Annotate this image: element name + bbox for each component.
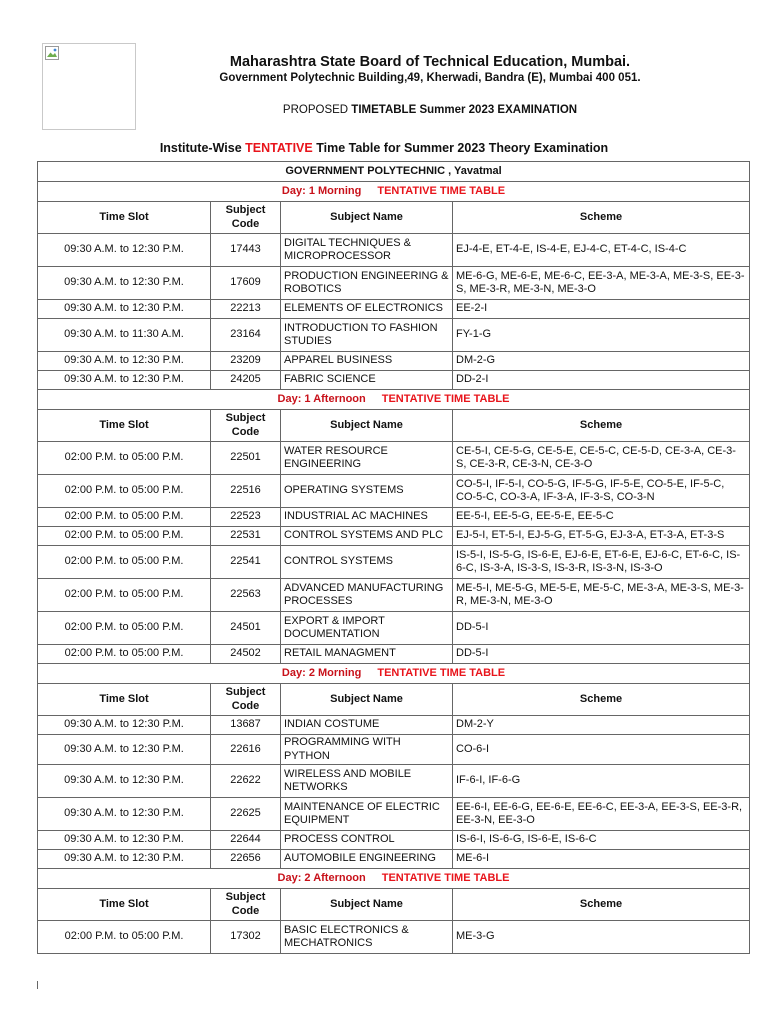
- table-row: [38, 234, 750, 267]
- subject-name-cell: APPAREL BUSINESS: [281, 352, 453, 371]
- subject-code-cell: 22656: [211, 850, 281, 869]
- table-row: [38, 716, 750, 735]
- table-row: [38, 267, 750, 300]
- subject-name-cell: OPERATING SYSTEMS: [281, 475, 453, 508]
- tentative-tag: TENTATIVE TIME TABLE: [381, 392, 510, 405]
- subject-name-cell: ADVANCED MANUFACTURING PROCESSES: [281, 579, 453, 612]
- column-header-row: [38, 889, 750, 921]
- tentative-tag: TENTATIVE TIME TABLE: [377, 666, 506, 679]
- scheme-cell: EE-6-I, EE-6-G, EE-6-E, EE-6-C, EE-3-A, EE-3-S, EE-3-R, EE-3-N, EE-3-O: [453, 798, 750, 831]
- day-banner-row: [38, 390, 750, 410]
- col-header-time: Time Slot: [38, 410, 211, 442]
- subject-name-cell: PROGRAMMING WITH PYTHON: [281, 735, 453, 765]
- scheme-cell: CO-6-I: [453, 735, 750, 765]
- table-row: [38, 645, 750, 664]
- subject-name-cell: INDUSTRIAL AC MACHINES: [281, 508, 453, 527]
- scheme-cell: EJ-5-I, ET-5-I, EJ-5-G, ET-5-G, EJ-3-A, ET-3-A, ET-3-S: [453, 527, 750, 546]
- timetable-body: [38, 162, 750, 954]
- table-row: [38, 798, 750, 831]
- time-slot-cell: 02:00 P.M. to 05:00 P.M.: [38, 645, 211, 664]
- subject-name-cell: DIGITAL TECHNIQUES & MICROPROCESSOR: [281, 234, 453, 267]
- subject-name-cell: AUTOMOBILE ENGINEERING: [281, 850, 453, 869]
- col-header-code-line1: Subject: [225, 412, 266, 424]
- col-header-time: Time Slot: [38, 684, 211, 716]
- table-row: [38, 527, 750, 546]
- subject-code-cell: 22213: [211, 300, 281, 319]
- col-header-code-line2: Code: [231, 217, 260, 230]
- institute-row: [38, 162, 750, 182]
- proposed-label: PROPOSED: [282, 104, 349, 116]
- subject-name-cell: RETAIL MANAGMENT: [281, 645, 453, 664]
- table-continuation-rule: [37, 981, 38, 989]
- broken-image-icon: [44, 45, 60, 61]
- time-slot-cell: 09:30 A.M. to 12:30 P.M.: [38, 234, 211, 267]
- time-slot-cell: 09:30 A.M. to 12:30 P.M.: [38, 850, 211, 869]
- timetable: [37, 161, 750, 954]
- subject-code-cell: 23164: [211, 319, 281, 352]
- table-row: [38, 579, 750, 612]
- subject-code-cell: 17443: [211, 234, 281, 267]
- time-slot-cell: 09:30 A.M. to 12:30 P.M.: [38, 371, 211, 390]
- day-banner-row: [38, 664, 750, 684]
- subject-code-cell: 17609: [211, 267, 281, 300]
- table-row: [38, 371, 750, 390]
- scheme-cell: DD-5-I: [453, 612, 750, 645]
- table-row: [38, 300, 750, 319]
- subject-name-cell: FABRIC SCIENCE: [281, 371, 453, 390]
- subject-name-cell: BASIC ELECTRONICS & MECHATRONICS: [281, 921, 453, 954]
- time-slot-cell: 09:30 A.M. to 12:30 P.M.: [38, 765, 211, 798]
- time-slot-cell: 09:30 A.M. to 12:30 P.M.: [38, 831, 211, 850]
- table-row: [38, 921, 750, 954]
- table-row: [38, 475, 750, 508]
- day-banner-row: [38, 182, 750, 202]
- scheme-cell: IF-6-I, IF-6-G: [453, 765, 750, 798]
- time-slot-cell: 02:00 P.M. to 05:00 P.M.: [38, 475, 211, 508]
- proposed-timetable-heading: [140, 104, 720, 116]
- scheme-cell: FY-1-G: [453, 319, 750, 352]
- scheme-cell: DM-2-G: [453, 352, 750, 371]
- tentative-tag: TENTATIVE TIME TABLE: [377, 184, 506, 197]
- time-slot-cell: 02:00 P.M. to 05:00 P.M.: [38, 579, 211, 612]
- time-slot-cell: 02:00 P.M. to 05:00 P.M.: [38, 546, 211, 579]
- scheme-cell: IS-5-I, IS-5-G, IS-6-E, EJ-6-E, ET-6-E, EJ-6-C, ET-6-C, IS-6-C, IS-3-A, IS-3-S, IS-3-R, IS-3-N, IS-3-O: [453, 546, 750, 579]
- institute-name: GOVERNMENT POLYTECHNIC , Yavatmal: [38, 162, 750, 182]
- subtitle-post: Time Table for Summer 2023 Theory Examination: [312, 141, 609, 155]
- col-header-code: [211, 202, 281, 234]
- col-header-code-line1: Subject: [225, 686, 266, 698]
- table-row: [38, 765, 750, 798]
- day-banner: [38, 390, 750, 410]
- day-label: Day: 1 Afternoon: [277, 392, 366, 405]
- table-row: [38, 319, 750, 352]
- day-banner: [38, 869, 750, 889]
- col-header-subject-name: Subject Name: [281, 410, 453, 442]
- subject-name-cell: PRODUCTION ENGINEERING & ROBOTICS: [281, 267, 453, 300]
- time-slot-cell: 02:00 P.M. to 05:00 P.M.: [38, 612, 211, 645]
- subject-code-cell: 22531: [211, 527, 281, 546]
- subject-code-cell: 22616: [211, 735, 281, 765]
- subject-name-cell: CONTROL SYSTEMS: [281, 546, 453, 579]
- scheme-cell: EE-2-I: [453, 300, 750, 319]
- scheme-cell: CO-5-I, IF-5-I, CO-5-G, IF-5-G, IF-5-E, CO-5-E, IF-5-C, CO-5-C, CO-3-A, IF-3-A, IF-3-S, CO-3-N: [453, 475, 750, 508]
- subject-code-cell: 24502: [211, 645, 281, 664]
- scheme-cell: IS-6-I, IS-6-G, IS-6-E, IS-6-C: [453, 831, 750, 850]
- day-label: Day: 2 Morning: [281, 666, 362, 679]
- subject-name-cell: CONTROL SYSTEMS AND PLC: [281, 527, 453, 546]
- subject-name-cell: PROCESS CONTROL: [281, 831, 453, 850]
- col-header-code-line2: Code: [231, 699, 260, 712]
- col-header-scheme: Scheme: [453, 202, 750, 234]
- time-slot-cell: 09:30 A.M. to 11:30 A.M.: [38, 319, 211, 352]
- col-header-code: [211, 889, 281, 921]
- time-slot-cell: 02:00 P.M. to 05:00 P.M.: [38, 921, 211, 954]
- col-header-code: [211, 684, 281, 716]
- time-slot-cell: 09:30 A.M. to 12:30 P.M.: [38, 716, 211, 735]
- timetable-subtitle: [40, 141, 728, 155]
- board-title: Maharashtra State Board of Technical Education, Mumbai.: [229, 54, 631, 70]
- subject-code-cell: 22622: [211, 765, 281, 798]
- time-slot-cell: 02:00 P.M. to 05:00 P.M.: [38, 508, 211, 527]
- col-header-subject-name: Subject Name: [281, 202, 453, 234]
- scheme-cell: DD-2-I: [453, 371, 750, 390]
- scheme-cell: EE-5-I, EE-5-G, EE-5-E, EE-5-C: [453, 508, 750, 527]
- scheme-cell: CE-5-I, CE-5-G, CE-5-E, CE-5-C, CE-5-D, CE-3-A, CE-3-S, CE-3-R, CE-3-N, CE-3-O: [453, 442, 750, 475]
- subject-code-cell: 22644: [211, 831, 281, 850]
- col-header-code-line1: Subject: [225, 891, 266, 903]
- scheme-cell: ME-6-G, ME-6-E, ME-6-C, EE-3-A, ME-3-A, ME-3-S, EE-3-S, ME-3-R, ME-3-N, ME-3-O: [453, 267, 750, 300]
- subject-code-cell: 22516: [211, 475, 281, 508]
- board-address: Government Polytechnic Building,49, Kherwadi, Bandra (E), Mumbai 400 051.: [219, 72, 641, 84]
- subject-code-cell: 23209: [211, 352, 281, 371]
- col-header-code-line2: Code: [231, 904, 260, 917]
- scheme-cell: ME-6-I: [453, 850, 750, 869]
- column-header-row: [38, 410, 750, 442]
- day-banner-row: [38, 869, 750, 889]
- scheme-cell: ME-5-I, ME-5-G, ME-5-E, ME-5-C, ME-3-A, ME-3-S, ME-3-R, ME-3-N, ME-3-O: [453, 579, 750, 612]
- proposed-rest: TIMETABLE Summer 2023 EXAMINATION: [351, 104, 578, 116]
- table-row: [38, 442, 750, 475]
- subject-code-cell: 24205: [211, 371, 281, 390]
- time-slot-cell: 09:30 A.M. to 12:30 P.M.: [38, 798, 211, 831]
- table-row: [38, 831, 750, 850]
- time-slot-cell: 09:30 A.M. to 12:30 P.M.: [38, 735, 211, 765]
- subject-code-cell: 22625: [211, 798, 281, 831]
- day-banner: [38, 182, 750, 202]
- col-header-code-line2: Code: [231, 425, 260, 438]
- col-header-code: [211, 410, 281, 442]
- col-header-subject-name: Subject Name: [281, 889, 453, 921]
- day-banner: [38, 664, 750, 684]
- subject-code-cell: 22501: [211, 442, 281, 475]
- subject-name-cell: INDIAN COSTUME: [281, 716, 453, 735]
- subject-code-cell: 22523: [211, 508, 281, 527]
- col-header-scheme: Scheme: [453, 889, 750, 921]
- subject-name-cell: WATER RESOURCE ENGINEERING: [281, 442, 453, 475]
- table-row: [38, 612, 750, 645]
- time-slot-cell: 09:30 A.M. to 12:30 P.M.: [38, 300, 211, 319]
- subject-name-cell: MAINTENANCE OF ELECTRIC EQUIPMENT: [281, 798, 453, 831]
- subject-name-cell: WIRELESS AND MOBILE NETWORKS: [281, 765, 453, 798]
- tentative-tag: TENTATIVE TIME TABLE: [381, 871, 510, 884]
- scheme-cell: DM-2-Y: [453, 716, 750, 735]
- col-header-code-line1: Subject: [225, 204, 266, 216]
- institute-logo-placeholder: [42, 43, 136, 130]
- table-row: [38, 508, 750, 527]
- column-header-row: [38, 684, 750, 716]
- scheme-cell: EJ-4-E, ET-4-E, IS-4-E, EJ-4-C, ET-4-C, IS-4-C: [453, 234, 750, 267]
- scheme-cell: ME-3-G: [453, 921, 750, 954]
- subject-name-cell: INTRODUCTION TO FASHION STUDIES: [281, 319, 453, 352]
- col-header-time: Time Slot: [38, 202, 211, 234]
- day-label: Day: 2 Afternoon: [277, 871, 366, 884]
- subject-name-cell: ELEMENTS OF ELECTRONICS: [281, 300, 453, 319]
- table-row: [38, 735, 750, 765]
- subtitle-tentative: TENTATIVE: [245, 141, 313, 155]
- time-slot-cell: 09:30 A.M. to 12:30 P.M.: [38, 352, 211, 371]
- time-slot-cell: 02:00 P.M. to 05:00 P.M.: [38, 442, 211, 475]
- table-row: [38, 546, 750, 579]
- subject-name-cell: EXPORT & IMPORT DOCUMENTATION: [281, 612, 453, 645]
- subtitle-pre: Institute-Wise: [159, 141, 246, 155]
- subject-code-cell: 22563: [211, 579, 281, 612]
- time-slot-cell: 02:00 P.M. to 05:00 P.M.: [38, 527, 211, 546]
- col-header-scheme: Scheme: [453, 684, 750, 716]
- day-label: Day: 1 Morning: [281, 184, 362, 197]
- subject-code-cell: 22541: [211, 546, 281, 579]
- subject-code-cell: 13687: [211, 716, 281, 735]
- time-slot-cell: 09:30 A.M. to 12:30 P.M.: [38, 267, 211, 300]
- col-header-scheme: Scheme: [453, 410, 750, 442]
- column-header-row: [38, 202, 750, 234]
- col-header-subject-name: Subject Name: [281, 684, 453, 716]
- scheme-cell: DD-5-I: [453, 645, 750, 664]
- subject-code-cell: 24501: [211, 612, 281, 645]
- table-row: [38, 352, 750, 371]
- subject-code-cell: 17302: [211, 921, 281, 954]
- col-header-time: Time Slot: [38, 889, 211, 921]
- table-row: [38, 850, 750, 869]
